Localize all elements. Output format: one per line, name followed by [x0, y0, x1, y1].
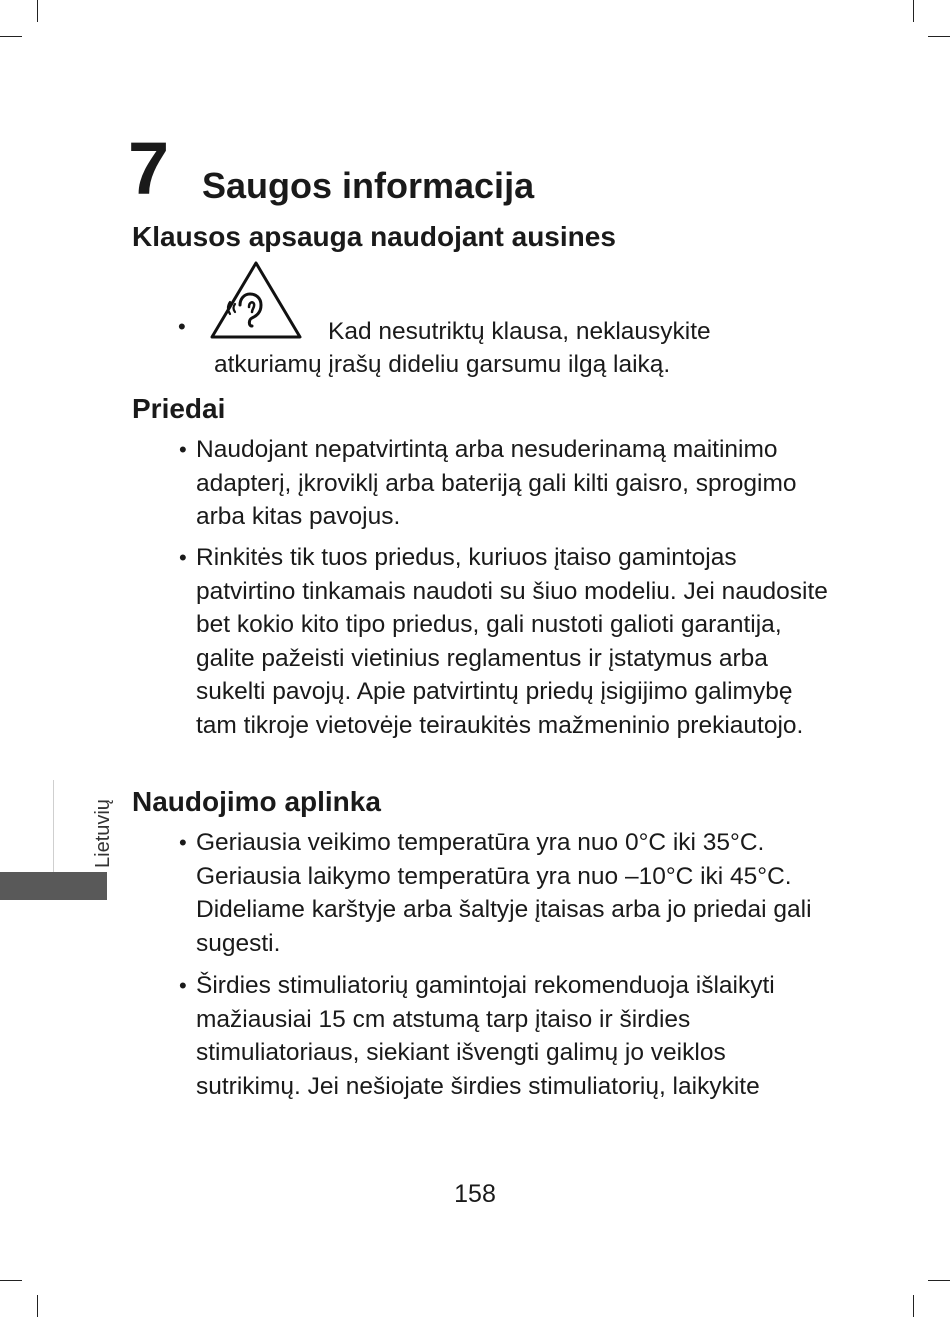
crop-mark: [37, 1295, 38, 1317]
list-item-text: Geriausia veikimo temperatūra yra nuo 0°C iki 35°C. Geriausia laikymo temperatūra yra nuo –10°C iki 45°C. Dideliame karštyje arba šaltyje įtaisas arba jo priedai gali sugesti.: [196, 829, 812, 957]
section-heading-environment: Naudojimo aplinka: [132, 786, 381, 817]
page-number: 158: [454, 1180, 496, 1208]
language-tab-label: Lietuvių: [92, 799, 114, 868]
crop-mark: [928, 36, 950, 37]
chapter-number: 7: [128, 127, 169, 210]
list-item-text: Rinkitės tik tuos priedus, kuriuos įtaiso gamintojas patvirtino tinkamais naudoti su šiuo modeliu. Jei naudosite bet kokio kito tipo priedus, gali nustoti galioti garantija, galite pažeisti vietinius reglamentus ir įstatymus arba sukelti pavojų. Apie patvirtintų priedų įsigijimo galimybę tam tikroje vietovėje teiraukitės mažmeninio prekiautojo.: [196, 544, 828, 739]
crop-mark: [37, 0, 38, 22]
crop-mark: [913, 1295, 914, 1317]
language-tab-bar: [0, 872, 107, 900]
list-item: [179, 541, 836, 743]
bullet-dot: •: [179, 830, 187, 855]
list-item: [179, 433, 836, 534]
bullet-dot: •: [178, 314, 186, 339]
bullet-dot: •: [179, 437, 187, 462]
crop-mark: [0, 1280, 22, 1281]
crop-mark: [913, 0, 914, 22]
list-item: [179, 969, 836, 1103]
crop-mark: [928, 1280, 950, 1281]
list-item-text: Naudojant nepatvirtintą arba nesuderinamą maitinimo adapterį, įkroviklį arba bateriją gali kilti gaisro, sprogimo arba kitas pavojus.: [196, 436, 797, 531]
section-heading-hearing: Klausos apsauga naudojant ausines: [132, 221, 616, 252]
list-item-text: Širdies stimuliatorių gamintojai rekomenduoja išlaikyti mažiausiai 15 cm atstumą tarp įtaiso ir širdies stimuliatoriaus, siekiant išvengti galimų jo veiklos sutrikimų. Jei nešiojate širdies stimuliatorių, laikykite: [196, 972, 775, 1100]
section-heading-accessories: Priedai: [132, 393, 226, 424]
hearing-warning-text: Kad nesutriktų klausa, neklausykite: [328, 318, 711, 345]
chapter-title: Saugos informacija: [202, 165, 535, 206]
bullet-dot: •: [179, 545, 187, 570]
list-item: [179, 826, 836, 960]
hearing-warning-text: atkuriamų įrašų dideliu garsumu ilgą laiką.: [214, 351, 671, 378]
bullet-dot: •: [179, 973, 187, 998]
side-tab-divider: [53, 780, 54, 872]
hearing-warning-icon: [208, 260, 304, 345]
crop-mark: [0, 36, 22, 37]
